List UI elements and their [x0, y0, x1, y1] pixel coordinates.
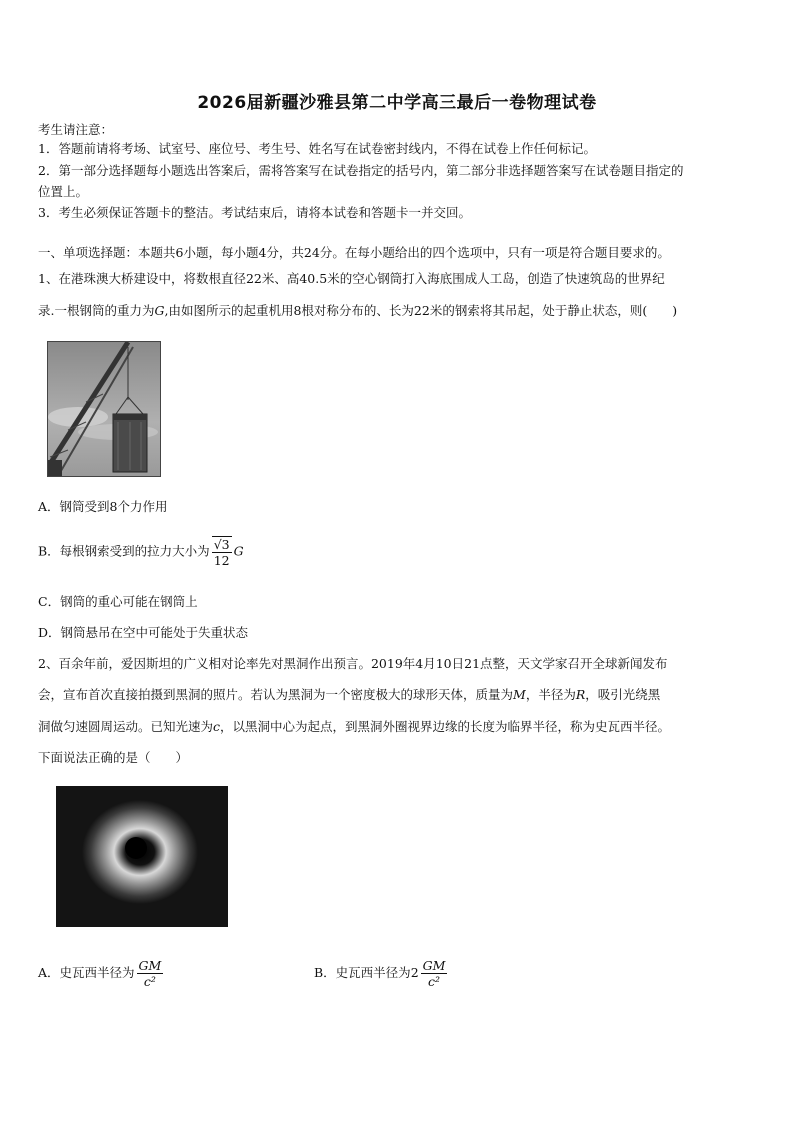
q2-line-3: 洞做匀速圆周运动。已知光速为c，以黑洞中心为起点，到黑洞外圈视界边缘的长度为临界半径，称为史瓦西半径。 — [38, 719, 671, 734]
notice-item-2-cont: 位置上。 — [38, 184, 89, 199]
q2-line-2: 会，宣布首次直接拍摄到黑洞的照片。若认为黑洞为一个密度极大的球形天体，质量为M，半径为R，吸引光绕黑 — [38, 687, 661, 702]
q1-option-a: A．钢筒受到8个力作用 — [38, 499, 168, 514]
var-g: G — [154, 303, 165, 318]
q1-option-b: B．每根钢索受到的拉力大小为 $\frac{√3}{12}$ G — [38, 537, 244, 568]
q1-line-1: 1、在港珠澳大桥建设中，将数根直径22米、高40.5米的空心钢筒打入海底围成人工岛，创造了快速筑岛的世界纪 — [38, 271, 665, 286]
fraction-gm-over-c2: $\frac{GM}{\text{c²}}$ — [138, 958, 162, 989]
notice-heading: 考生请注意： — [38, 122, 114, 137]
q2-line-4: 下面说法正确的是（ ） — [38, 750, 189, 765]
q2-option-a: A．史瓦西半径为 $\frac{GM}{\text{c²}}$ — [38, 958, 162, 989]
crane-photo — [47, 341, 161, 477]
notice-item-1: 1．答题前请将考场、试室号、座位号、考生号、姓名写在试卷密封线内，不得在试卷上作任何标记。 — [38, 141, 596, 156]
q2-option-b: B．史瓦西半径为2 $\frac{GM}{\text{c²}}$ — [314, 958, 446, 989]
fraction-gm-over-c2: $\frac{GM}{\text{c²}}$ — [422, 958, 446, 989]
q1-option-c: C．钢筒的重心可能在钢筒上 — [38, 594, 198, 609]
q1-option-d: D．钢筒悬吊在空中可能处于失重状态 — [38, 625, 249, 640]
q1-line-2: 录.一根钢筒的重力为G,由如图所示的起重机用8根对称分布的、长为22米的钢索将其吊起，处于静止状态，则( ) — [38, 303, 678, 318]
notice-item-2: 2．第一部分选择题每小题选出答案后，需将答案写在试卷指定的括号内，第二部分非选择题答案写在试卷题目指定的 — [38, 163, 684, 178]
section-heading: 一、单项选择题：本题共6小题，每小题4分，共24分。在每小题给出的四个选项中，只有一项是符合题目要求的。 — [38, 245, 670, 260]
page-title: 2026届新疆沙雅县第二中学高三最后一卷物理试卷 — [197, 93, 597, 113]
black-hole-photo — [56, 786, 228, 927]
fraction-sqrt3-over-12: $\frac{√3}{12}$ — [213, 537, 230, 568]
q2-line-1: 2、百余年前，爱因斯坦的广义相对论率先对黑洞作出预言。2019年4月10日21点整，天文学家召开全球新闻发布 — [38, 656, 668, 671]
notice-item-3: 3．考生必须保证答题卡的整洁。考试结束后，请将本试卷和答题卡一并交回。 — [38, 205, 471, 220]
